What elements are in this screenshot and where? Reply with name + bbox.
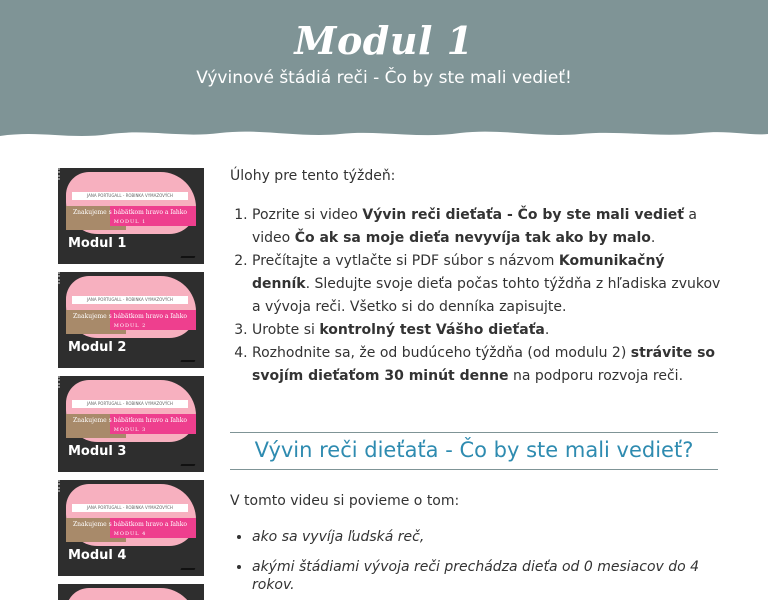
module-card-1[interactable] — [58, 168, 204, 264]
task-bold: Vývin reči dieťaťa - Čo by ste mali vedieť — [362, 207, 684, 223]
video-intro: V tomto videu si povieme o tom: — [230, 493, 460, 509]
task-text: Urobte si — [252, 322, 320, 338]
card-sub-text: MODUL 4 — [113, 531, 147, 537]
page-subtitle: Vývinové štádiá reči - Čo by ste mali vedieť! — [196, 68, 572, 88]
section-heading: Vývin reči dieťaťa - Čo by ste mali vedieť? — [230, 432, 718, 470]
swoosh-icon — [181, 562, 198, 570]
page-title: Modul 1 — [294, 18, 474, 63]
card-mark-icon — [58, 168, 66, 180]
task-text: . — [544, 322, 550, 338]
task-item — [252, 319, 722, 342]
card-strip-text: Znakujeme s bábätkom hravo a ľahko — [72, 417, 188, 424]
module-card-3[interactable] — [58, 376, 204, 472]
task-text: a video — [252, 207, 697, 246]
brush-divider — [0, 126, 768, 156]
card-banner: JANA PORTUGALL - ROBINKA VYMAZOVÝCH — [72, 504, 188, 512]
card-pink-shape — [66, 588, 196, 600]
card-mark-icon — [58, 272, 66, 284]
swoosh-icon — [181, 354, 198, 362]
module-card-4[interactable] — [58, 480, 204, 576]
card-strip-text: Znakujeme s bábätkom hravo a ľahko — [72, 209, 188, 216]
weekly-tasks-list — [230, 204, 722, 388]
card-banner: JANA PORTUGALL - ROBINKA VYMAZOVÝCH — [72, 400, 188, 408]
list-item: • akými štádiami vývoja reči prechádza dieťa od 0 mesiacov do 4 rokov. — [252, 558, 732, 594]
video-points-list — [230, 528, 732, 606]
task-text: Prečítajte a vytlačte si PDF súbor s názvom — [252, 253, 559, 269]
module-card-label: Modul 4 — [68, 548, 127, 563]
task-bold: Čo ak sa moje dieťa nevyvíja tak ako by malo — [294, 230, 651, 246]
task-item — [252, 204, 722, 250]
card-mark-icon — [58, 376, 66, 388]
card-strip-text: Znakujeme s bábätkom hravo a ľahko — [72, 313, 188, 320]
module-card-5-partial[interactable] — [58, 584, 204, 600]
task-text: na podporu rozvoja reči. — [508, 368, 684, 384]
card-banner: JANA PORTUGALL - ROBINKA VYMAZOVÝCH — [72, 296, 188, 304]
page-header — [0, 0, 768, 150]
card-sub-text: MODUL 1 — [113, 219, 147, 225]
weekly-tasks-intro: Úlohy pre tento týždeň: — [230, 168, 396, 184]
module-card-label: Modul 2 — [68, 340, 127, 355]
task-text: . — [650, 230, 656, 246]
card-banner: JANA PORTUGALL - ROBINKA VYMAZOVÝCH — [72, 192, 188, 200]
module-card-2[interactable] — [58, 272, 204, 368]
task-bold: strávite so svojím dieťaťom 30 minút denne — [252, 345, 716, 384]
task-text: Rozhodnite sa, že od budúceho týždňa (od modulu 2) — [252, 345, 631, 361]
task-text: Pozrite si video — [252, 207, 363, 223]
task-text: . Sledujte svoje dieťa počas tohto týždňa z hľadiska zvukov a vývoja reči. Všetko si do denníka zapisujte. — [252, 276, 721, 315]
card-sub-text: MODUL 2 — [113, 323, 147, 329]
card-strip-text: Znakujeme s bábätkom hravo a ľahko — [72, 521, 188, 528]
task-item — [252, 250, 722, 319]
task-bold: Komunikačný denník — [252, 253, 665, 292]
task-item — [252, 342, 722, 388]
swoosh-icon — [181, 250, 198, 258]
module-card-label: Modul 3 — [68, 444, 127, 459]
task-bold: kontrolný test Vášho dieťaťa — [319, 322, 545, 338]
list-item: • ako sa vyvíja ľudská reč, — [252, 528, 732, 546]
module-card-label: Modul 1 — [68, 236, 127, 251]
swoosh-icon — [181, 458, 198, 466]
card-mark-icon — [58, 480, 66, 492]
card-sub-text: MODUL 3 — [113, 427, 147, 433]
